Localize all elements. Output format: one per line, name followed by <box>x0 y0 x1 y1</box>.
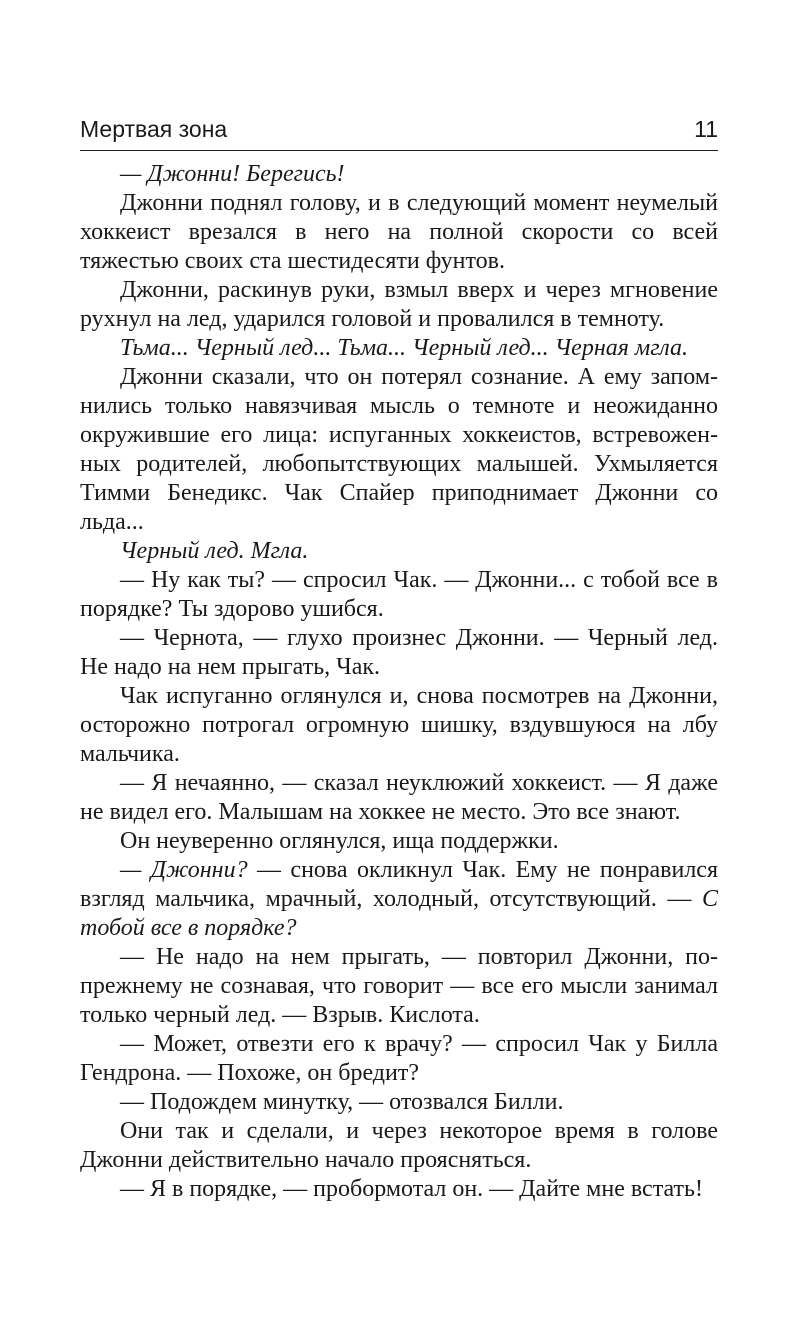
text-run: Джонни, раскинув руки, взмыл вверх и через мгновение рухнул на лед, ударился головой и провалился в темноту. <box>80 277 718 332</box>
italic-text: — Джонни! Берегись! <box>120 161 345 187</box>
text-run: Он неуверенно оглянулся, ища поддержки. <box>120 828 559 854</box>
italic-text: Тьма... Черный лед... Тьма... Черный лед... Черная мгла. <box>120 335 689 361</box>
text-run: Они так и сделали, и через некоторое время в голове Джонни действительно начало проясняться. <box>80 1118 718 1173</box>
text-run: — Подождем минутку, — отозвался Билли. <box>120 1089 564 1115</box>
text-run: — Я нечаянно, — сказал неуклюжий хоккеист. — Я даже не видел его. Малышам на хоккее не место. Это все знают. <box>80 770 718 825</box>
text-run: — Чернота, — глухо произнес Джонни. — Черный лед. Не надо на нем прыгать, Чак. <box>80 625 718 680</box>
paragraph <box>80 682 718 769</box>
paragraph <box>80 856 718 943</box>
paragraph <box>80 189 718 276</box>
text-run: — снова окликнул Чак. Ему не понравился взгляд мальчика, мрачный, холодный, отсутствующий. — <box>80 857 718 912</box>
italic-text: С тобой все в порядке? <box>80 886 718 941</box>
paragraph <box>80 276 718 334</box>
text-run: — Я в порядке, — пробормотал он. — Дайте мне встать! <box>120 1176 703 1202</box>
paragraph <box>80 160 718 189</box>
text-run: — Не надо на нем прыгать, — повторил Джонни, по-прежнему не сознавая, что говорит — все его мысли занимал только черный лед. — Взрыв. Кислота. <box>80 944 718 1028</box>
text-run: — Может, отвезти его к врачу? — спросил Чак у Билла Гендрона. — Похоже, он бредит? <box>80 1031 718 1086</box>
paragraph <box>80 624 718 682</box>
paragraph <box>80 827 718 856</box>
text-run: Джонни поднял голову, и в следующий момент неумелый хоккеист врезался в него на полной скорости со всей тяжестью своих ста шестидесяти фунтов. <box>80 190 718 274</box>
page-number: 11 <box>694 116 718 142</box>
text-run: — Ну как ты? — спросил Чак. — Джонни... с тобой все в порядке? Ты здорово ушибся. <box>80 567 718 622</box>
paragraph <box>80 566 718 624</box>
body-text <box>80 160 718 1204</box>
paragraph <box>80 943 718 1030</box>
paragraph <box>80 1175 718 1204</box>
text-run: Джонни сказали, что он потерял сознание. А ему запомнились только навязчивая мысль о темноте и неожиданно окружившие его лица: испуганных хоккеистов, встревоженных родителей, любопытствующих малышей. Ухмыляется Тимми Бенедикс. Чак Спайер приподнимает Джонни со льда... <box>80 364 718 535</box>
paragraph <box>80 769 718 827</box>
italic-text: Черный лед. Мгла. <box>120 538 309 564</box>
paragraph <box>80 1088 718 1117</box>
paragraph <box>80 363 718 537</box>
running-header <box>80 112 718 151</box>
paragraph <box>80 1117 718 1175</box>
paragraph <box>80 334 718 363</box>
text-run: Чак испуганно оглянулся и, снова посмотрев на Джонни, осторожно потрогал огромную шишку, вздувшуюся на лбу мальчика. <box>80 683 718 767</box>
paragraph <box>80 537 718 566</box>
paragraph <box>80 1030 718 1088</box>
running-title: Мертвая зона <box>80 116 228 142</box>
italic-text: — Джонни? <box>120 857 248 883</box>
